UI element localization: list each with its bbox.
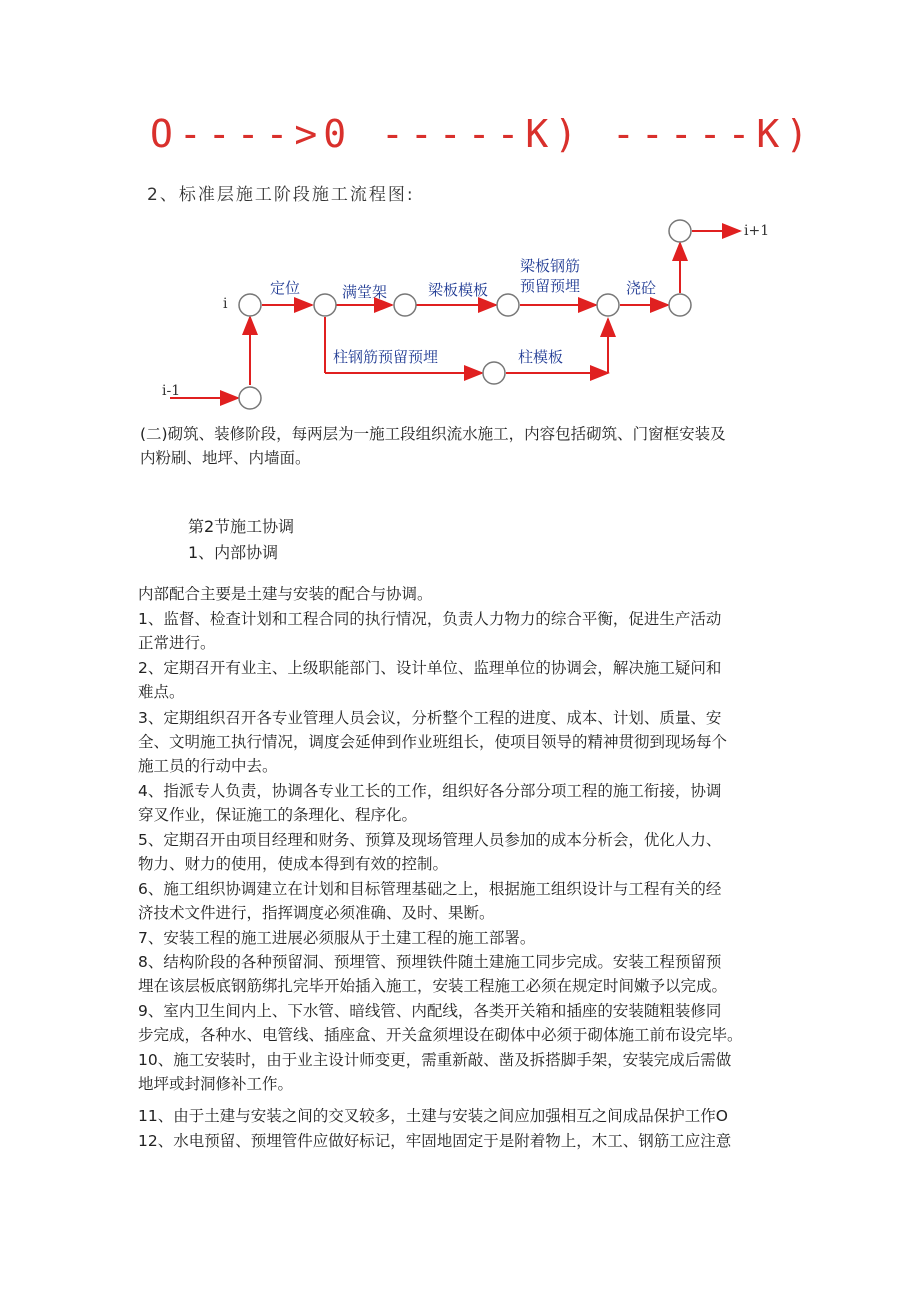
item-5-line-2: 物力、财力的使用，使成本得到有效的控制。 [138, 855, 449, 873]
item-3-line-2: 全、文明施工执行情况，调度会延伸到作业班组长，使项目领导的精神贯彻到现场每个 [138, 733, 728, 751]
item-12-line-1: 12、水电预留、预埋管件应做好标记，牢固地固定于是附着物上，木工、钢筋工应注意 [138, 1132, 732, 1150]
intro-line-2: 内粉刷、地坪、内墙面。 [140, 449, 311, 467]
label-position: 定位 [270, 279, 301, 297]
item-8-line-1: 8、结构阶段的各种预留洞、预埋管、预埋铁件随土建施工同步完成。安装工程预留预 [138, 953, 722, 971]
node-after-position [314, 294, 336, 316]
item-7-line-1: 7、安装工程的施工进展必须服从于土建工程的施工部署。 [138, 929, 536, 947]
label-i: i [223, 296, 228, 312]
item-1-line-2: 正常进行。 [138, 634, 216, 652]
label-i-plus-1: i+1 [744, 223, 770, 239]
item-10-line-1: 10、施工安装时，由于业主设计师变更，需重新敲、凿及拆搭脚手架，安装完成后需做 [138, 1051, 732, 1069]
node-after-column-rebar [483, 362, 505, 384]
item-9-line-1: 9、室内卫生间内上、下水管、暗线管、内配线，各类开关箱和插座的安装随粗装修同 [138, 1002, 722, 1020]
intro-line-1: (二)砌筑、装修阶段，每两层为一施工段组织流水施工，内容包括砌筑、门窗框安装及 [140, 425, 726, 443]
item-11-line-1: 11、由于土建与安装之间的交叉较多，土建与安装之间应加强相互之间成品保护工作O [138, 1107, 728, 1125]
section-title: 第2节施工协调 [188, 517, 295, 536]
label-scaffold: 满堂架 [342, 283, 388, 301]
node-start [239, 294, 261, 316]
item-6-line-2: 济技术文件进行，指挥调度必须准确、及时、果断。 [138, 904, 495, 922]
section-subtitle: 1、内部协调 [188, 543, 279, 562]
item-2-line-2: 难点。 [138, 683, 185, 701]
figure-title: 2、标准层施工阶段施工流程图: [147, 185, 415, 205]
item-10-line-2: 地坪或封洞修补工作。 [138, 1075, 294, 1093]
item-5-line-1: 5、定期召开由项目经理和财务、预算及现场管理人员参加的成本分析会，优化人力、 [138, 831, 722, 849]
label-rebar-2: 预留预埋 [520, 277, 581, 295]
item-4-line-1: 4、指派专人负责，协调各专业工长的工作，组织好各分部分项工程的施工衔接，协调 [138, 782, 722, 800]
label-formwork: 梁板模板 [428, 281, 489, 299]
construction-flowchart [150, 205, 770, 420]
item-6-line-1: 6、施工组织协调建立在计划和目标管理基础之上，根据施工组织设计与工程有关的经 [138, 880, 722, 898]
item-1-line-1: 1、监督、检查计划和工程合同的执行情况，负责人力物力的综合平衡，促进生产活动 [138, 610, 722, 628]
label-column-rebar: 柱钢筋预留预埋 [333, 348, 439, 366]
item-3-line-1: 3、定期组织召开各专业管理人员会议，分析整个工程的进度、成本、计划、质量、安 [138, 709, 722, 727]
label-pour: 浇砼 [626, 279, 657, 297]
item-2-line-1: 2、定期召开有业主、上级职能部门、设计单位、监理单位的协调会，解决施工疑问和 [138, 659, 722, 677]
node-after-rebar [597, 294, 619, 316]
node-after-scaffold [394, 294, 416, 316]
item-9-line-2: 步完成，各种水、电管线、插座盒、开关盒须埋设在砌体中必须于砌体施工前布设完毕。 [138, 1026, 743, 1044]
node-start-lower [239, 387, 261, 409]
node-after-pour [669, 294, 691, 316]
item-3-line-3: 施工员的行动中去。 [138, 757, 278, 775]
label-i-minus-1: i-1 [162, 383, 181, 399]
item-8-line-2: 埋在该层板底钢筋绑扎完毕开始插入施工，安装工程施工必须在规定时间嫩予以完成。 [138, 977, 728, 995]
node-after-formwork [497, 294, 519, 316]
node-top [669, 220, 691, 242]
label-rebar-1: 梁板钢筋 [520, 257, 581, 275]
item-4-line-2: 穿叉作业，保证施工的条理化、程序化。 [138, 806, 418, 824]
label-column-form: 柱模板 [518, 348, 564, 366]
red-sequence-line: O---->0 -----K) -----K) [150, 112, 815, 156]
body-lead: 内部配合主要是土建与安装的配合与协调。 [138, 585, 433, 603]
